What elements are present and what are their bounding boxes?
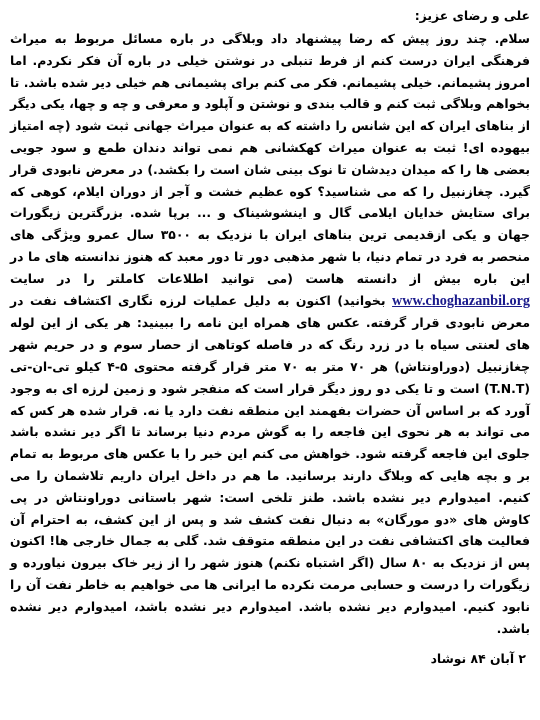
letter-body [10,28,530,639]
salutation: علی و رضای عزیز: [414,8,530,23]
date-signature: ۲ آبان ۸۴ نوشاد [430,651,526,667]
letter-text-part-2: بخوانید) اکنون به دلیل عملیات لرزه نگاری اکتشاف نفت در معرض نابودی قرار گرفته. عکس های همراه این نامه را ببینید: هر یکی از این لوله های لعنتی سیاه با در زرد رنگ که در فاصله کوتاهی از حصار سوم و در حریم شهر چغازنبیل (دوراونتاش) هر ۷۰ متر به ۷۰ متر قرار گرفته محتوی ۵-۴ کیلو تی-ان-تی (T.N.T) است و تا یکی دو روز دیگر قرار است که منفجر شود و زمین لرزه ای به وجود آورد که بر اساس آن حضرات بفهمند این منطقه نفت دارد یا نه. قرار شده هر کس که می تواند به هر نحوی این فاجعه را به گوش مردم دنیا برساند تا اگر دیر نشده باشد جلوی این فاجعه گرفته شود. خواهش می کنم این خبر را با عکس های مربوط به تمام بر و بچه هایی که وبلاگ دارند برسانید. ما هم در داخل ایران داریم تلاشمان را می کنیم. امیدوارم دیر نشده باشد. طنز تلخی است: شهر باستانی دوراونتاش در پی کاوش های «دو مورگان» به دنبال نفت کشف شد و پس از این کشف، به احترام آن فعالیت های اکتشافی نفت در این منطقه متوقف شد. گلی به جمال خارجی ها! اکنون پس از نزدیک به ۸۰ سال (اگر اشتباه نکنم) هنوز شهر را از زیر خاک بیرون نیاورده و زیگورات را درست و حسابی مرمت نکرده ما ایرانی ها می خواهیم به خاطر نفت آن را نابود کنیم. امیدوارم دیر نشده باشد. امیدوارم دیر نشده باشد، امیدوارم دیر نشده باشد. [10,292,531,636]
letter-text-part-1: سلام. چند روز پیش که رضا پیشنهاد داد وبلاگی در باره مسائل مربوط به میراث فرهنگی ایران درست کنم از فرط تنبلی در نوشتن خیلی در باره آن فکر نکردم. اما امروز پشیمانم. خیلی پشیمانم. فکر می کنم برای پشیمانی هم خیلی دیر شده باشد. تا بخواهم وبلاگی ثبت کنم و قالب بندی و نوشتن و آپلود و معرفی و چه و چها، یکی دیگر از بناهای ایران که این شانس را داشته که به عنوان میراث جهانی ثبت شود (چه امتیاز بیهوده ای! ثبت به عنوان میراث کهکشانی هم نمی تواند دندان طمع و سود جویی بعضی ها را که میدان دیدشان تا نوک بینی شان است را بکشد.) در معرض نابودی قرار گیرد. چغازنبیل را که می شناسید؟ کوه عظیم خشت و آجر از دوران ایلام، کوهی که برای ستایش خدایان ایلامی گال و اینشوشیناک و ... برپا شده. بزرگترین زیگورات جهان و یکی ازقدیمی ترین بناهای ایران با نزدیک به ۳۵۰۰ سال عمرو ویژگی های منحصر به فرد در تمام دنیا، با شهر مذهبی دور تا دور معبد که هنوز ندانسته های ما در این باره بیش از دانسته هاست (می توانید اطلاعات کاملتر را در سایت [10,31,530,286]
website-link[interactable]: www.choghazanbil.org [392,292,530,309]
